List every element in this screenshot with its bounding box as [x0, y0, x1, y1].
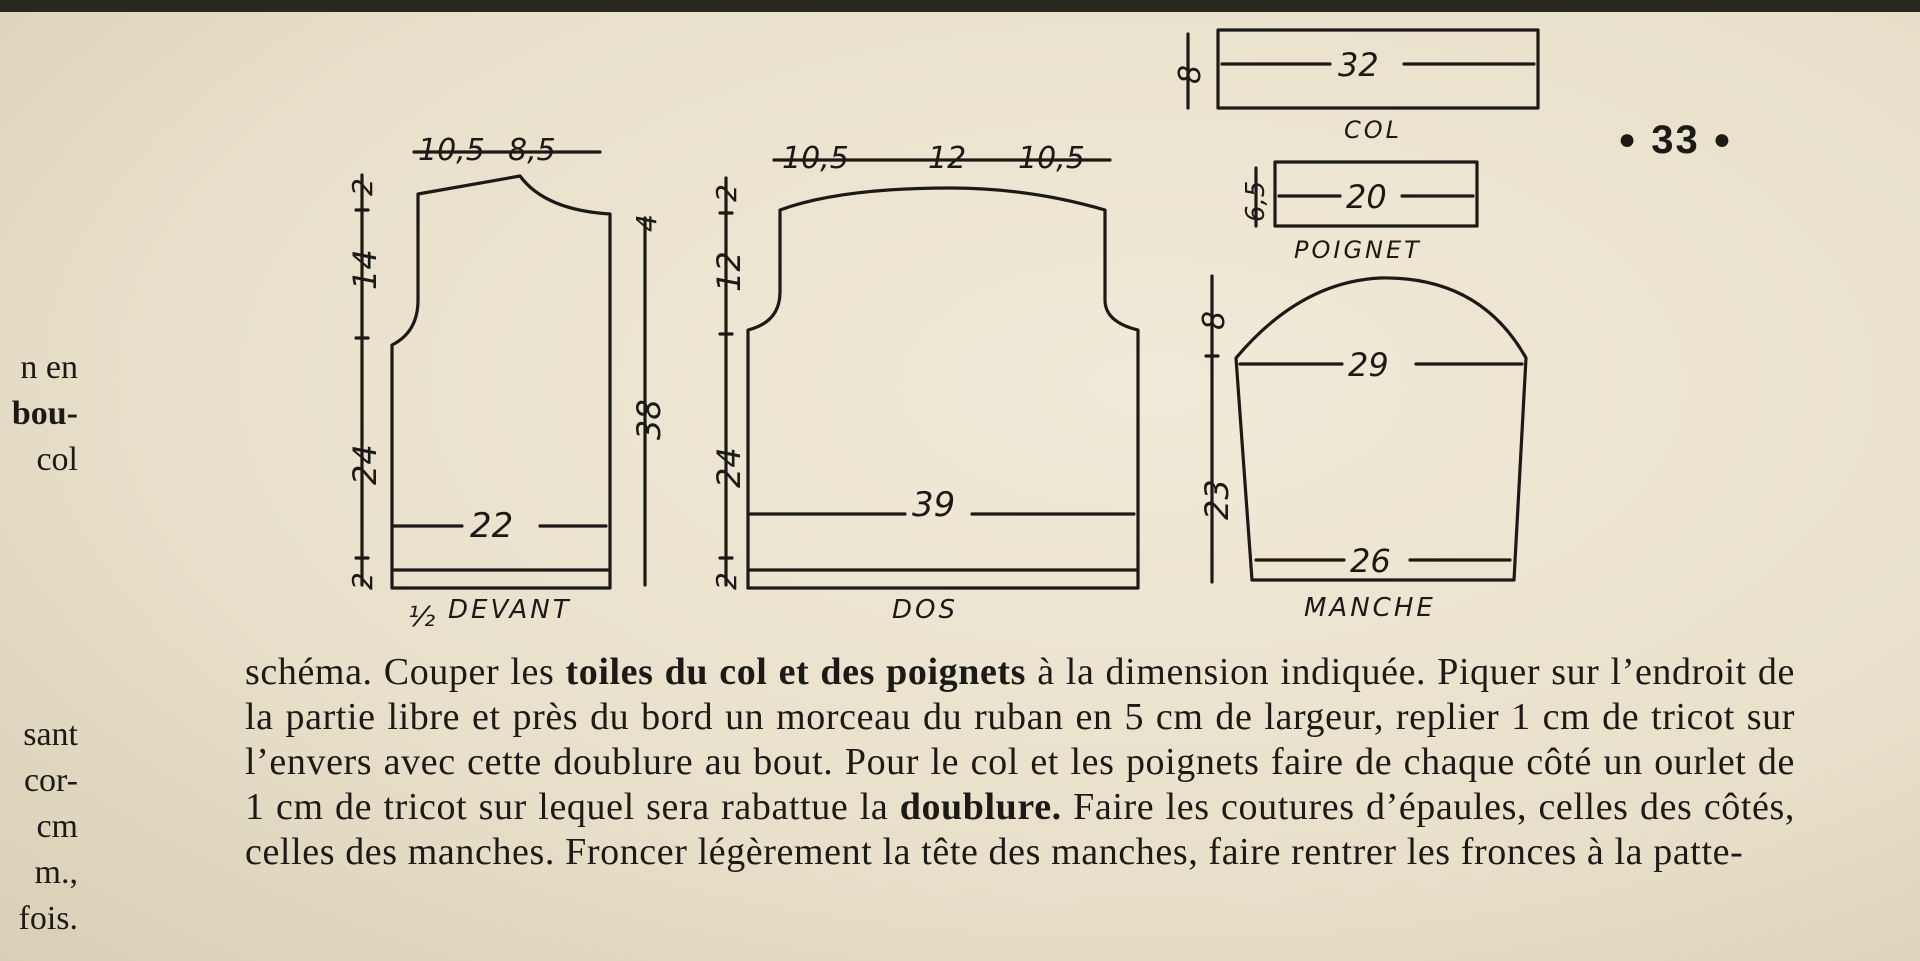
text-span: Faire les coutures d’épaules, celles des côtés, celles des manches. Froncer légèrement la tête des manches, faire rentrer les fronces à la patte- [245, 786, 1795, 873]
text-span: à la dimension indiquée. Piquer sur l’endroit de la partie libre et près du bord un morceau du ruban en 5 cm de largeur, replier 1 cm de tricot sur l’envers avec cette doublure au bout. Pour le col et les poignets faire de chaque côté un ourlet de 1 cm de tricot sur lequel sera rabattue la [245, 651, 1795, 828]
devant-width-value: 22 [470, 506, 514, 546]
margin-line: cm [36, 808, 78, 845]
col-width-value: 32 [1338, 46, 1379, 84]
dos-height-low: 24 [710, 447, 748, 488]
page-number: ● 33 ● [1618, 118, 1733, 162]
dos-label: DOS [892, 595, 958, 625]
devant-height-low: 24 [346, 444, 384, 485]
devant-height-mid: 14 [346, 249, 384, 290]
manche-label: MANCHE [1304, 593, 1436, 623]
poignet-width-value: 20 [1346, 178, 1387, 216]
bold-phrase: doublure. [899, 786, 1062, 828]
devant-height-top: 2 [346, 178, 379, 196]
margin-line: sant [23, 716, 78, 753]
dos-top-width-3: 10,5 [1018, 141, 1085, 176]
dos-height-top: 2 [710, 184, 743, 202]
bold-phrase: toiles du col et des poignets [565, 651, 1027, 693]
col-label: COL [1344, 116, 1403, 144]
margin-line: m., [34, 854, 78, 891]
devant-right-height: 38 [630, 399, 668, 440]
page-number-value: 33 [1651, 118, 1700, 162]
dos-outline [748, 188, 1138, 588]
devant-half-mark: ½ [408, 600, 436, 633]
instructions-paragraph [245, 650, 1795, 875]
manche-outline [1236, 278, 1526, 580]
margin-line: bou- [11, 395, 78, 432]
poignet-height-value: 6,5 [1241, 180, 1271, 222]
margin-line: fois. [18, 900, 78, 937]
margin-line: col [36, 441, 78, 478]
poignet-label: POIGNET [1294, 236, 1422, 264]
manche-height-main: 23 [1198, 479, 1236, 520]
manche-piece [1206, 276, 1526, 582]
dos-top-width-1: 10,5 [782, 141, 849, 176]
devant-top-width-1: 10,5 [418, 133, 485, 168]
manche-bottom-width: 26 [1350, 542, 1391, 580]
col-height-value: 8 [1173, 64, 1208, 84]
devant-height-hem: 2 [346, 572, 379, 590]
text-span: schéma. Couper les [245, 651, 566, 693]
manche-height-top: 8 [1197, 310, 1232, 330]
dos-height-hem: 2 [710, 572, 743, 590]
devant-top-width-2: 8,5 [508, 133, 556, 168]
dos-width-value: 39 [912, 485, 956, 525]
manche-top-width: 29 [1348, 346, 1389, 384]
dos-height-mid: 12 [710, 251, 748, 292]
dos-top-width-2: 12 [928, 141, 967, 176]
devant-right-top: 4 [630, 214, 663, 232]
instructions-text [245, 650, 1795, 875]
margin-line: n en [20, 349, 78, 386]
margin-line: cor- [23, 762, 78, 799]
devant-label: DEVANT [448, 595, 572, 625]
